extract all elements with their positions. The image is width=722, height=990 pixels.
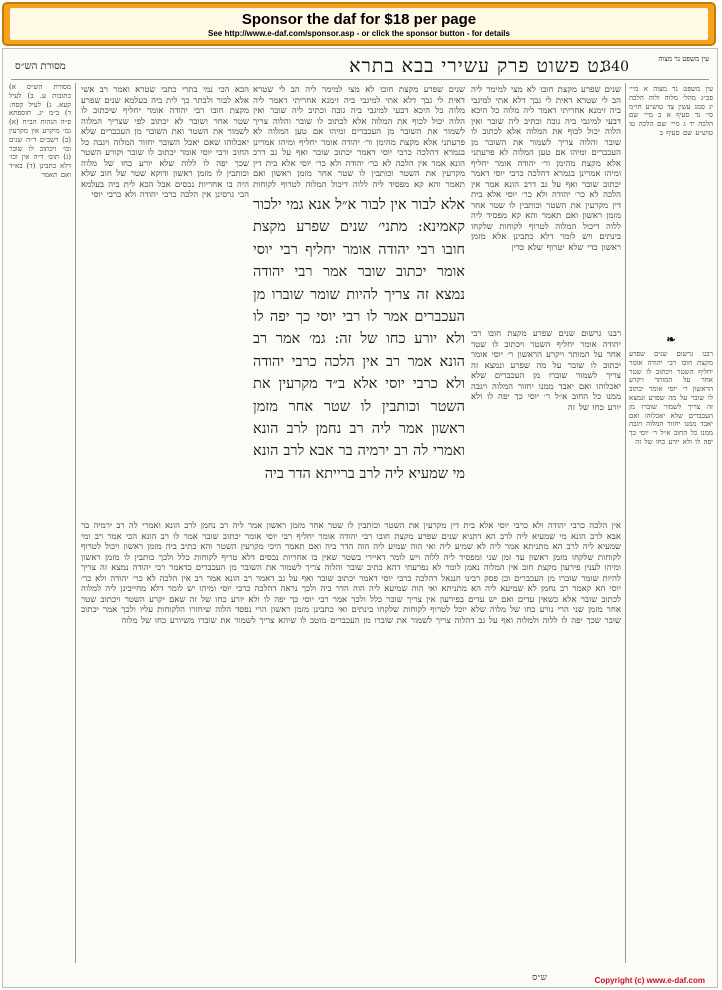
tosafot-text: שנים שפרע מקצת חובו לא מצי למימר ליה הב לי שטרא דאית לי גבך דלא אתי למיגבי ביה זימנא אחריתי דאמר ליה מלוה כל היכא דבעי למיגבי ביה גובה וכתיב ליה שובר ואין הלוה יכול לכוף את המלוה אלא לכתוב לו שובר והלוה צריך לשמור את השובר מן העכברים ומיהו אם טען המלוה לא פרעתני אלא מקצת מהימן ור׳ יהודה אומר יחליף ומיהו אמרינן בגמרא דהלכה כרבי יוסי דאמר יכתוב שובר ואף על גב דרב הונא אמר אין הלכה לא כר׳ יהודה ולא כר׳ יוסי אלא בית דין מקרעין את השטר וכותבין לו שטר אחר מזמן ראשון ואם תאמר והא קא מפסיד ליה ללוה דיכול המלוה לטרוף לקוחות שלקחו בינתים ויש לומר דלא כתבינן אלא מזמן ראשון כדי שלא יטרוף שלא כדין xyxy=(471,85,621,253)
rashi-column xyxy=(81,85,249,515)
rabbenu-gershom-column xyxy=(629,329,713,969)
margin-left-column xyxy=(9,83,71,963)
page-signature-mark: ש״ס xyxy=(532,973,547,983)
tosafot-continued-column xyxy=(471,329,621,519)
copyright-notice[interactable]: Copyright (c) www.e-daf.com xyxy=(594,976,705,985)
lower-commentary-block xyxy=(81,521,621,961)
page-title: גט פשוט פרק עשירי בבא בתרא xyxy=(349,55,607,77)
header-divider xyxy=(11,79,709,80)
header-masoret-label: מסורת הש״ס xyxy=(15,61,66,72)
lower-commentary-text: אין הלכה כרבי יהודה ולא כרבי יוסי אלא בית דין מקרעין את השטר וכותבין לו שטר אחר מזמן ראשון אמר ליה רב נחמן לרב הונא ואמרי לה רב ירמיה בר אבא לרב הונא מי שמעיא ליה לרב הא דתניא שנים שפרע מקצת חובו רבי יהודה אומר יחליף רבי יוסי אומר יכתוב שובר אמר לו רב הונא הכי אמר רב ומי שמעיא ליה לרב הא מתניתא אמר ליה לא שמיע ליה ואי הוה שמיע ליה הוה הדר ביה ואם תאמר היכי מקרעין השטר והא כתיב ביה מזמן ראשון ויכול לטרוף לקוחות שלקחו מזמן ראשון עד זמן שני ומפסיד ליה ללוה ויש לומר דאיירי בשטר שאין בו אחריות נכסים דלא טריף לקוחות כלל ולכך כותבין לו מזמן ראשון ומיהו לענין פירעון מקצת חוב אין המלוה נאמן לומר לא נפרעתי דהא כתיב שובר והלוה צריך לשמור את השובר מן העכברים כדאמר רבי יהודה נמצא זה צריך להיות שומר שוברו מן העכברים וכן פסק רבינו חננאל דהלכה כרבי יוסי דאמר יכתוב שובר ואף על גב דאמר רב הונא אמר רב אין הלכה לא כר׳ יהודה ולא כר׳ יוסי הא קאמר רב נחמן לא שמיעא ליה הא מתניתא ואי הוה שמיעא ליה הוה הדר ביה ולכך נראה דהלכה כרבי יוסי ומיהו יש לומר דלא מחייבינן ליה למלוה לכתוב שובר אלא כשאין עדים ואם יש עדים בפירעון אין צריך שובר כלל ולכך אמר רבי יוסי כך יפה לו ולא יורע כחו של זה שאם יקרע השטר ויכתוב שטר אחר מזמן שני הרי נורע כחו של מלוה שלא יוכל לטרוף לקוחות שלקחו בינתים ואי כתבינן מזמן ראשון הרי נפסד הלוה שיחזרו הלקוחות עליו ולכך אמר יכתוב שובר שכך יפה לו ללוה ולמלוה ואף על גב דהלוה צריך לשמור את שוברו מן העכברים מוטב לו שיהא צריך לשמור את שוברו משיורע כחו של מלוה xyxy=(81,521,621,626)
tosafot-column xyxy=(471,85,621,325)
sponsor-banner-inner[interactable] xyxy=(10,8,708,40)
margin-left-divider xyxy=(75,83,76,963)
rashi-text: הכא הכי נמי בתרי כתבי שטרא ואמר רב אשי אלא לבור ולבתר כך לית ביה בעלמא שנים שפרע מקצת חובו רבי יהודה אומר יחליף שיכתוב לו שטר אחר ושובר לא יכתוב לפי שצריך המלוה לשמור את השטר ואת השובר מן העכברים שלא יאכלוהו שאם יאכל השובר יחזור המלוה ויגבה כל החוב ורבי יוסי אומר יכתוב לו שובר וקורע השטר שכך יפה לו ללוה שלא יורע כחו של מלוה וכותבין לו מזמן ראשון ודוקא שטר של חוב שלא היה בו אחריות נכסים אבל הכא לית ביה בעלמא הכי גרסינן אין הלכה כרבי יהודה ולא כרבי יוסי xyxy=(81,85,249,200)
margin-left-text: מסורת הש״ס א) כתובות ע. ב) לעיל קעא. ג) לעיל קסח: ד) ב״מ יג. תוספתא פ״ה הגהות הב״ח (א) גמ׳ מיקרע אין מקרעין (ב) רשב״ם ד״ה שנים וכו׳ ויכתוב לו שובר (ג) תוס׳ ד״ה אין וכו׳ דלא כתבינן (ד) בא״ד ואם תאמר xyxy=(9,83,71,179)
tosafot-continued-text: רבנו גרשום שנים שפרע מקצת חובו רבי יהודה אומר יחליף השטר ויכתוב לו שטר אחר על המותר ויקרע הראשון ר׳ יוסי אומר יכתוב לו שובר על מה שפרע ונמצא זה צריך לשמור שוברו מן העכברים שלא יאכלוהו ואם יאבד ממנו יחזור המלוה ויגבה ממנו כל החוב א״ל ר׳ יוסי כך יפה לו ולא יורע כחו של זה xyxy=(471,329,621,413)
page-number: 340 xyxy=(602,59,629,75)
header-ein-mishpat-label: עין משפט נר מצוה xyxy=(658,55,709,63)
sponsor-title[interactable]: Sponsor the daf for $18 per page xyxy=(241,11,477,28)
commentary-top-strip-text: שנים שפרע מקצת חובו לא מצי למימר ליה הב לי שטרא דאית לי גבך דלא אתי למיגבי ביה זימנא אחריתי דאמר ליה מלוה כל היכא דבעי למיגבי ביה גובה וכתיב ליה שובר ואין הלוה יכול לכוף את המלוה אלא לכתוב לו שובר והלוה צריך לשמור את השובר מן העכברים ומיהו אם טען המלוה לא פרעתני אלא מקצת מהימן ור׳ יהודה אומר יחליף ומיהו אמרינן בגמרא דהלכה כרבי יוסי דאמר יכתוב שובר ואף על גב דרב הונא אמר אין הלכה לא כר׳ יהודה ולא כר׳ יוסי אלא בית דין מקרעין את השטר וכותבין לו שטר אחר מזמן ראשון ואם תאמר והא קא מפסיד ליה ללוה דיכול המלוה לטרוף לקוחות xyxy=(253,85,465,189)
sponsor-details-link[interactable]: See http://www.e-daf.com/sponsor.asp - or click the sponsor button - for details xyxy=(208,29,510,38)
rabbenu-gershom-text: רבנו גרשום שנים שפרע מקצת חובו רבי יהודה אומר יחליף השטר ויכתוב לו שטר אחר על המותר ויקרע הראשון ר׳ יוסי אומר יכתוב לו שובר על מה שפרע ונמצא זה צריך לשמור שוברו מן העכברים שלא יאכלוהו ואם יאבד ממנו יחזור המלוה ויגבה ממנו כל החוב א״ל ר׳ יוסי כך יפה לו ולא יורע כחו של זה xyxy=(629,350,713,446)
margin-right-column xyxy=(629,85,713,327)
margin-right-divider xyxy=(625,83,626,963)
gemara-text: אלא לבור אין לבור א״ל אנא גמי ילכור קאמינא: מתני׳ שנים שפרע מקצת חובו רבי יהודה אומר יחליף רבי יוסי אומר יכתוב שובר אמר רבי יהודה נמצא זה צריך להיות שומר שוברו מן העכברים אמר לו רבי יוסי כך יפה לו ולא יורע כחו של זה: גמ׳ אמר רב הונא אמר רב אין הלכה כרבי יהודה ולא כרבי יוסי אלא ב״ד מקרעין את השטר וכותבין לו שטר אחר מזמן ראשון אמר ליה רב נחמן לרב הונא ואמרי לה רב ירמיה בר אבא לרב הונא מי שמעיא ליה לרב ברייתא הדר ביה xyxy=(253,197,465,482)
talmud-page xyxy=(2,48,718,988)
margin-right-text: עין משפט נר מצוה א מיי׳ פכ״ג מהל׳ מלוה ולוה הלכה יג סמג עשין צד טוש״ע חו״מ סי׳ נד סעיף א ב מיי׳ שם הלכה יד ג מיי׳ שם הלכה טו טוש״ע שם סעיף ב xyxy=(629,85,713,137)
gemara-block xyxy=(253,194,465,516)
sponsor-banner[interactable] xyxy=(2,2,716,46)
commentary-top-strip xyxy=(253,85,465,189)
rabbenu-gershom-heading: ❧ xyxy=(666,333,676,346)
